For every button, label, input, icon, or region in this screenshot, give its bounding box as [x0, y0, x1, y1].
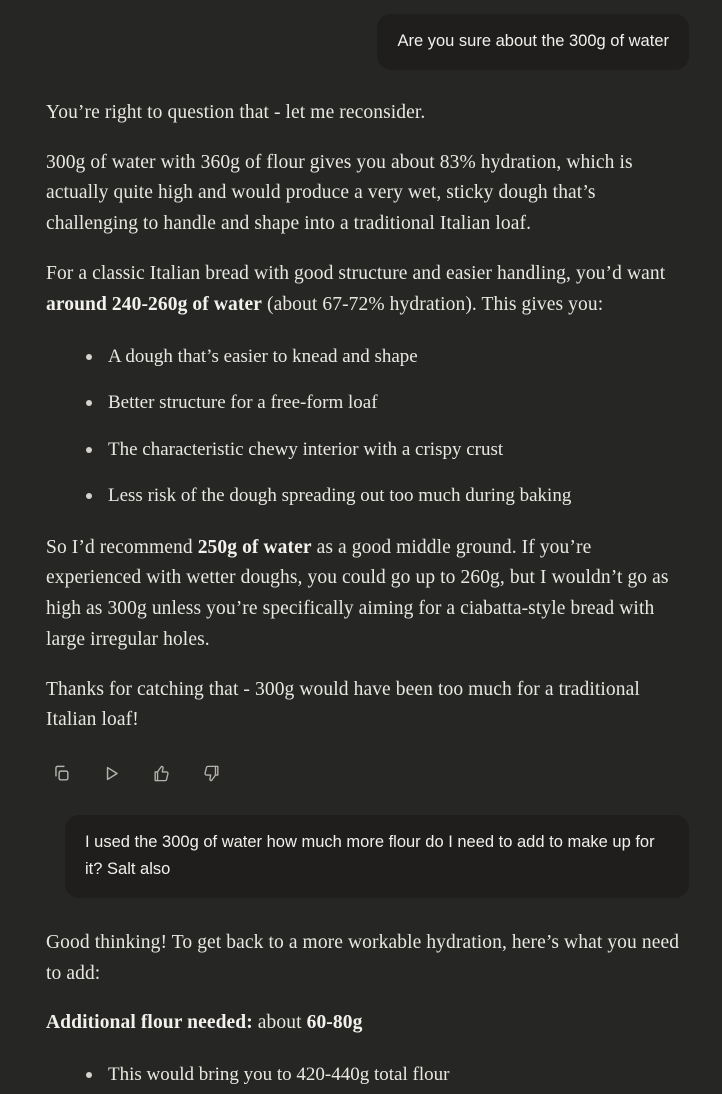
list-item: The characteristic chewy interior with a crispy crust: [76, 436, 688, 465]
assistant-paragraph: [46, 533, 688, 656]
copy-icon: [52, 764, 71, 783]
assistant-paragraph: Thanks for catching that - 300g would have been too much for a traditional Italian loaf!: [46, 678, 640, 731]
paragraph-text: about: [252, 1012, 307, 1034]
paragraph-emphasis: around 240-260g of water: [46, 293, 262, 315]
assistant-paragraph: Good thinking! To get back to a more workable hydration, here’s what you need to add:: [46, 931, 680, 984]
spacer: [46, 129, 688, 148]
copy-button[interactable]: [44, 758, 78, 788]
user-message-bubble[interactable]: I used the 300g of water how much more flour do I need to add to make up for it? Salt also: [65, 815, 689, 897]
paragraph-emphasis: 250g of water: [197, 536, 312, 558]
play-button[interactable]: [94, 758, 128, 788]
spacer: [46, 511, 688, 533]
paragraph-text-lead: So I’d recommend: [46, 536, 198, 558]
user-message-bubble[interactable]: Are you sure about the 300g of water: [377, 14, 689, 70]
user-message-row: [0, 815, 722, 897]
spacer: [46, 1039, 688, 1061]
assistant-paragraph: 300g of water with 360g of flour gives you about 83% hydration, which is actually quite high and would produce a very wet, sticky dough that’s challenging to handle and shape into a traditional Italian loaf.: [46, 151, 633, 235]
paragraph-text-lead: For a classic Italian bread with good structure and easier handling, you’d want: [46, 262, 666, 284]
list-item: Better structure for a free-form loaf: [76, 389, 688, 418]
spacer: [46, 240, 688, 259]
list-item: A dough that’s easier to knead and shape: [76, 343, 688, 372]
thumbs-up-icon: [152, 764, 171, 783]
paragraph-emphasis: 60-80g: [306, 1012, 363, 1034]
spacer: [46, 321, 688, 343]
bullet-list: [46, 343, 688, 511]
paragraph-emphasis: Additional flour needed:: [46, 1012, 253, 1034]
spacer: [46, 989, 688, 1008]
thumbs-up-button[interactable]: [144, 758, 178, 788]
bullet-list: [46, 1061, 688, 1090]
assistant-message: [0, 98, 722, 737]
assistant-paragraph: [46, 259, 688, 321]
paragraph-text-tail: as a good middle ground. If you’re experienced with wetter doughs, you could go up to 260g, but I wouldn’t go as high as 300g unless you’re specifically aiming for a ciabatta-style bread with large irregular holes.: [46, 536, 669, 650]
assistant-message: [0, 928, 722, 1090]
paragraph-text-tail: (about 67-72% hydration). This gives you:: [262, 293, 604, 315]
spacer: [0, 70, 722, 98]
assistant-paragraph: You’re right to question that - let me reconsider.: [46, 101, 426, 123]
list-item: This would bring you to 420-440g total flour: [76, 1061, 688, 1090]
list-item: Less risk of the dough spreading out too much during baking: [76, 482, 688, 511]
thumbs-down-icon: [202, 764, 221, 783]
spacer: [46, 656, 688, 675]
assistant-paragraph: [46, 1008, 688, 1039]
play-icon: [102, 764, 121, 783]
thumbs-down-button[interactable]: [194, 758, 228, 788]
message-actions: [0, 736, 722, 788]
spacer: [0, 898, 722, 928]
spacer: [0, 788, 722, 815]
user-message-row: [0, 0, 722, 70]
